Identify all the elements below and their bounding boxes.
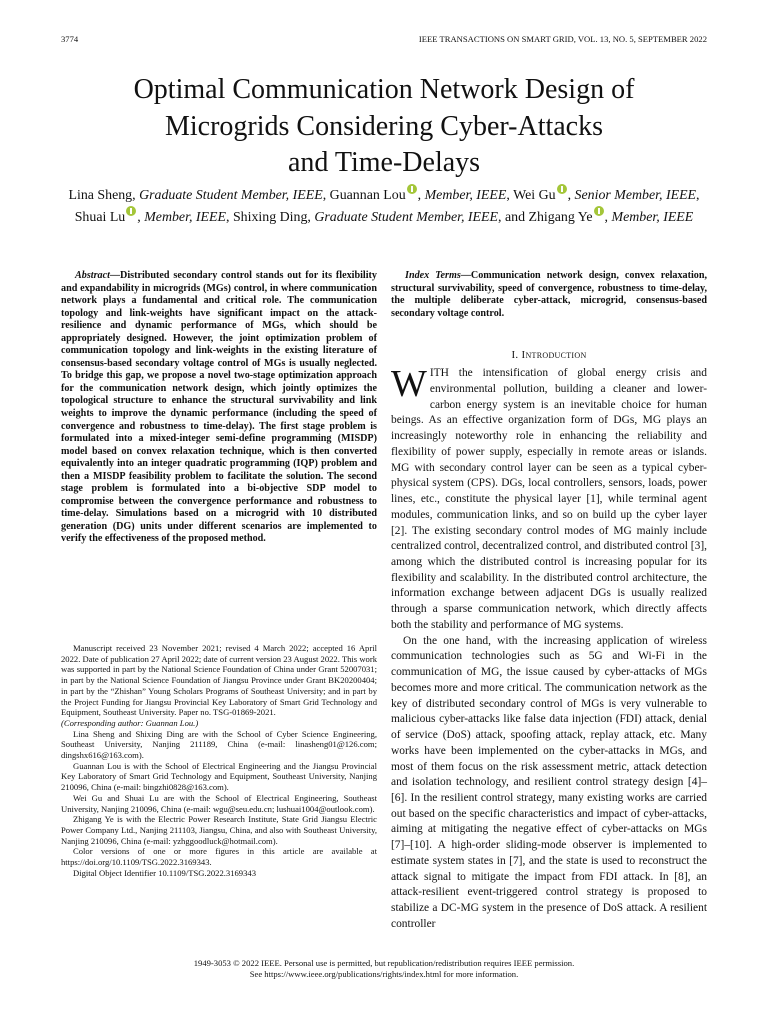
running-head <box>61 34 707 48</box>
author-name: Guannan Lou <box>329 188 406 203</box>
orcid-icon[interactable] <box>594 206 604 216</box>
footnotes <box>61 643 377 878</box>
index-terms <box>391 270 707 320</box>
footnote: Digital Object Identifier 10.1109/TSG.2022.3169343 <box>73 867 256 878</box>
paper-title <box>61 72 707 182</box>
author-name: and Zhigang Ye <box>504 210 593 225</box>
author-role: Senior Member, IEEE <box>574 188 697 203</box>
abstract-text: —Distributed secondary control stands out for its flexibility and expandability in microgrids (MGs) control, in where communication network plays a fundamental and critical role. The communication topology and link-weights have significant impact on the attack-resilience and dynamic performance of MGs, which should be appropriately designed. However, the joint optimization problem of communication topology and link-weights in the existing literature of consensus-based secondary voltage control of MGs is usually neglected. To bridge this gap, we propose a novel two-stage optimization approach for the communication network design, which jointly optimizes the topological structure to enhance the structural survivability and link weights to improve the dynamic performance (including the speed of convergence and robustness to time-delay). The first stage problem is formulated into a mixed-integer semi-define programming (MISDP) model based on convex relaxation technique, which is then converted equivalently into an integer quadratic programming (IQP) problem and then a MISDP feasibility problem to facilitate the solution. The second stage problem is formulated into a bi-objective SDP model to compromise between the convergence performance and robustness to time-delay. Simulations based on a microgrid with 10 distributed generation (DG) units under different scenarios are implemented to verify the effectiveness of the proposed method. <box>61 270 377 545</box>
author-role: Member, IEEE <box>424 188 507 203</box>
author-name: Wei Gu <box>513 188 556 203</box>
footnote: Manuscript received 23 November 2021; revised 4 March 2022; accepted 16 April 2022. Date of publication 27 April 2022; date of current version 23 August 2022. This work was supported in part by the National Science Foundation of China under Grant 52007031; in part by the National Science Foundation of Jiangsu Province under Grant BK20200404; in part by the “Zhishan” Young Scholars Programs of Southeast University; and in part by the Project Funding for Jiangsu Provincial Key Laboratory of Smart Grid Technology and Equipment, Southeast University. Paper no. TSG-01869-2021. (Corresponding author: Guannan Lou.) <box>61 643 377 728</box>
intro-paragraph: On the one hand, with the increasing application of wireless communication technologies such as 5G and Wi-Fi in the communication of MG, the issue caused by cyber-attacks of MGs becomes more and more critical. The communication network as the key of distributed secondary control of MGs is very vulnerable to malicious cyber-attacks like false data injection (FDI) attack, denial of service (DoS) attack, spoofing attack, replay attack, etc. Many works have been implemented on the cyber-attacks in MGs, and most of them focus on the risk assessment metric, attack detection and isolation technology, and resilient control strategy design [4]–[6]. In the resilient control strategy, many existing works are carried out based on the specific characteristics and impact of cyber-attacks, aiming at mitigating the negative effect of cyber-attacks on MGs [7]–[10]. A high-order sliding-mode observer is implemented to estimate system states in [7], and the state is used to reconstruct the attack signal to mitigate the impact from FDI attack. In [8], an attack-resilient event-triggered control strategy is proposed to stabilize a DC-MG system in the presence of DoS attack. A resilient controller <box>391 634 707 930</box>
author-name: Shuai Lu <box>74 210 126 225</box>
copyright-footer <box>0 958 768 980</box>
title-line: Microgrids Considering Cyber-Attacks <box>164 110 604 142</box>
footnote: Zhigang Ye is with the Electric Power Research Institute, State Grid Jiangsu Electric Power Company Ltd., Nanjing 211103, Jiangsu, China, and also with Southeast University, Nanjing 210096, China (e-mail: yzhggoodluck@hotmail.com). <box>61 814 377 846</box>
abstract-label: Abstract <box>75 270 110 281</box>
journal-info: IEEE TRANSACTIONS ON SMART GRID, VOL. 13, NO. 5, SEPTEMBER 2022 <box>418 34 707 44</box>
author-name: Lina Sheng, <box>68 188 140 203</box>
title-line: and Time-Delays <box>287 147 481 178</box>
footnote: Color versions of one or more figures in this article are available at https://doi.org/10.1109/TSG.2022.3169343. <box>61 846 377 868</box>
index-terms-label: Index Terms <box>405 270 461 281</box>
author-line-1: Lina Sheng, Graduate Student Member, IEEE, Guannan Lou , Member, IEEE, Wei Gu , Senior Member, IEEE, <box>40 184 728 206</box>
orcid-icon[interactable] <box>557 184 567 194</box>
footnote: Lina Sheng and Shixing Ding are with the School of Cyber Science Engineering, Southeast University, Nanjing 211189, China (e-mail: linasheng01@126.com; dingshx616@163.com). <box>61 728 377 761</box>
orcid-icon[interactable] <box>126 206 136 216</box>
orcid-icon[interactable] <box>407 184 417 194</box>
section-title: Introduction <box>521 349 587 362</box>
drop-cap: W <box>391 363 427 406</box>
author-role: Graduate Student Member, IEEE <box>139 188 323 203</box>
author-name: Shixing Ding, <box>232 210 315 225</box>
section-number: I. <box>511 349 522 362</box>
corresponding-author: (Corresponding author: Guannan Lou.) <box>61 717 199 728</box>
left-column <box>61 270 377 546</box>
author-role: Graduate Student Member, IEEE <box>314 210 498 225</box>
author-role: Member, IEEE <box>611 210 694 225</box>
author-role: Member, IEEE <box>144 210 226 225</box>
footnote: Wei Gu and Shuai Lu are with the School of Electrical Engineering, Southeast University, Nanjing 210096, China (e-mail: wgu@seu.edu.cn; lushuai1004@outlook.com). <box>61 792 377 814</box>
page-number: 3774 <box>61 34 79 44</box>
intro-paragraph: WITH the intensification of global energy crisis and environmental pollution, building a cleaner and lower-carbon energy system is an inevitable choice for human beings. As an effective organization form of DGs, MG plays an increasingly noteworthy role in enhancing the reliability and flexibility of power supply, especially in remote areas or islands. MG with secondary control layer can be seen as a typical cyber-physical system (CPS). DGs, local controllers, sensors, loads, power lines, etc., constitute the physical layer [1], while terminal agent modules, communication links, and so on build up the cyber layer [2]. The existing secondary control modes of MG mainly include centralized control, decentralized control, and distributed control [3], among which the distributed control is increasing popular for its flexibility and scalability. In the distributed control architecture, the information exchange between adjacent DGs is usually realized through a sparse communication network, which directly affects both the stability and performance of MG systems. <box>391 363 707 631</box>
index-terms-text: —Communication network design, convex relaxation, structural survivability, speed of convergence, robustness to time-delay, the multiple deliberate cyber-attack, microgrid, consensus-based secondary voltage control. <box>391 270 708 319</box>
right-column <box>391 270 707 933</box>
author-line-2: Shuai Lu , Member, IEEE, Shixing Ding, Graduate Student Member, IEEE, and Zhigang Ye , Member, IEEE <box>40 206 728 228</box>
copyright-line: 1949-3053 © 2022 IEEE. Personal use is permitted, but republication/redistribution requires IEEE permission. <box>193 958 575 968</box>
title-line: Optimal Communication Network Design of <box>133 74 635 105</box>
footnote: Guannan Lou is with the School of Electrical Engineering and the Jiangsu Provincial Key Laboratory of Smart Grid Technology and Equipment, Southeast University, Nanjing 210096, China (e-mail: bingzhi0828@163.com). <box>61 760 377 793</box>
abstract <box>61 270 377 546</box>
rights-line: See https://www.ieee.org/publications/rights/index.html for more information. <box>249 969 519 979</box>
section-heading <box>391 349 707 361</box>
author-list <box>40 184 728 228</box>
